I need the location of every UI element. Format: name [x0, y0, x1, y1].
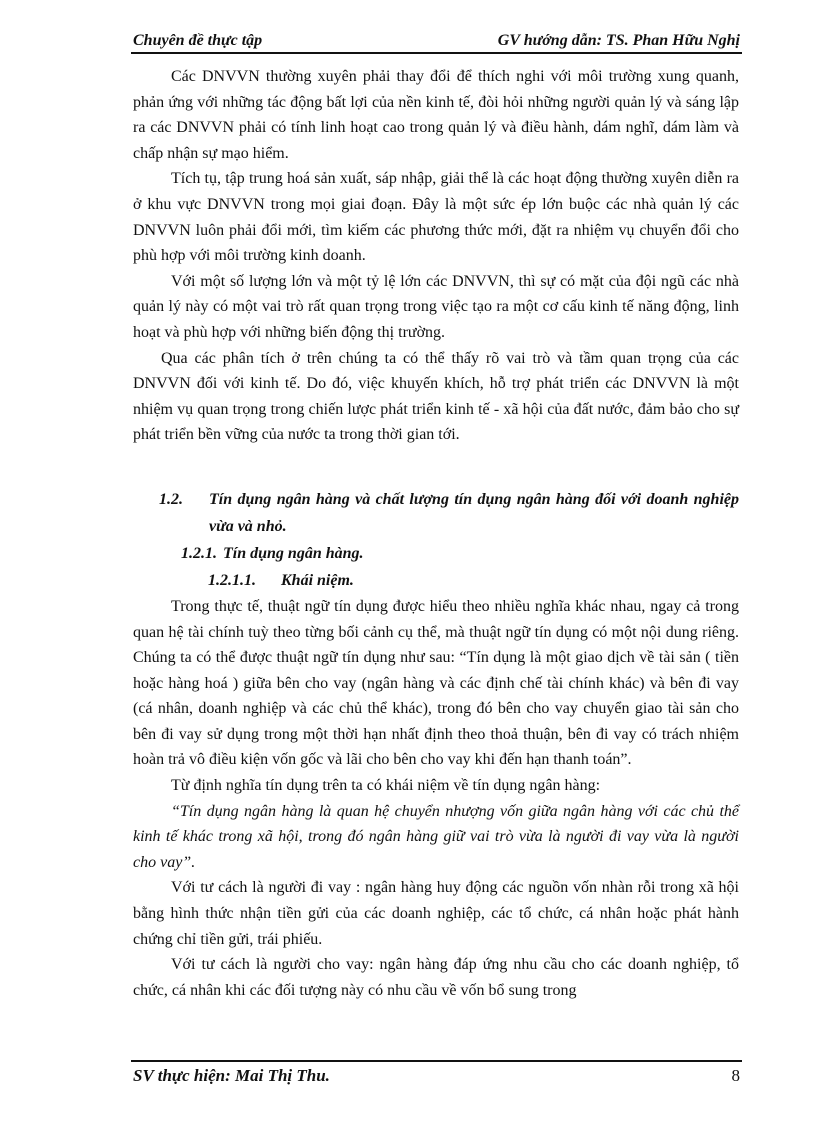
- section-heading-1-2: [133, 486, 739, 540]
- paragraph-bank-as-lender: Với tư cách là người cho vay: ngân hàng đáp ứng nhu cầu cho các doanh nghiệp, tổ chức, cá nhân khi các đối tượng này có nhu cầu về vốn bổ sung trong: [133, 956, 739, 999]
- paragraph-bank-credit-intro: Từ định nghĩa tín dụng trên ta có khái niệm về tín dụng ngân hàng:: [171, 777, 601, 795]
- footer-rule: [131, 1060, 742, 1062]
- section-gap: [133, 448, 739, 486]
- subsubsection-heading-1-2-1-1: [133, 567, 739, 594]
- paragraph-credit-definition: Trong thực tế, thuật ngữ tín dụng được hiểu theo nhiều nghĩa khác nhau, ngay cả trong quan hệ tài chính tuỳ theo từng bối cảnh cụ thể, mà thuật ngữ tín dụng có một nội dung riêng. Chúng ta có thể được thuật ngữ tín dụng như sau: “Tín dụng là một giao dịch về tài sản ( tiền hoặc hàng hoá ) giữa bên cho vay (ngân hàng và các định chế tài chính khác) và bên đi vay (cá nhân, doanh nghiệp và các chủ thể khác), trong đó bên cho vay chuyển giao tài sản cho bên đi vay sử dụng trong một thời hạn nhất định theo thoả thuận, bên đi vay có trách nhiệm hoàn trả vô điều kiện vốn gốc và lãi cho bên cho vay khi đến hạn thanh toán”.: [133, 597, 739, 769]
- bank-credit-definition-quote: “Tín dụng ngân hàng là quan hệ chuyển nhượng vốn giữa ngân hàng với các chủ thể kinh tế khác trong xã hội, trong đó ngân hàng giữ vai trò vừa là người đi vay vừa là người cho vay”.: [133, 802, 739, 871]
- header-rule: [131, 52, 742, 54]
- paragraph-consolidation: Tích tụ, tập trung hoá sản xuất, sáp nhập, giải thể là các hoạt động thường xuyên diễn ra ở khu vực DNVVN trong mọi giai đoạn. Đây là một sức ép lớn buộc các nhà quản lý các DNVVN luôn phải đổi mới, tìm kiếm các phương thức mới, đặt ra nhiệm vụ chuyển đổi cho phù hợp với môi trường kinh doanh.: [133, 170, 739, 265]
- footer-student: SV thực hiện: Mai Thị Thu.: [133, 1066, 330, 1085]
- section-number: 1.2.: [159, 490, 183, 508]
- subsubsection-title: Khái niệm.: [281, 571, 354, 589]
- paragraph-conclusion: Qua các phân tích ở trên chúng ta có thể thấy rõ vai trò và tầm quan trọng của các DNVVN đối với kinh tế. Do đó, việc khuyến khích, hỗ trợ phát triển các DNVVN là một nhiệm vụ quan trọng trong chiến lược phát triển kinh tế - xã hội của đất nước, đảm bảo cho sự phát triển bền vững của nước ta trong thời gian tới.: [133, 349, 739, 444]
- header-right-advisor: GV hướng dẫn: TS. Phan Hữu Nghị: [497, 32, 740, 49]
- paragraph-managers-role: Với một số lượng lớn và một tỷ lệ lớn các DNVVN, thì sự có mặt của đội ngũ các nhà quản lý này có một vai trò rất quan trọng trong việc tạo ra một cơ cấu kinh tế năng động, linh hoạt và phù hợp với những biến động thị trường.: [133, 272, 739, 341]
- subsubsection-number: 1.2.1.1.: [208, 571, 256, 589]
- paragraph-adaptability: Các DNVVN thường xuyên phải thay đổi để thích nghi với môi trường xung quanh, phản ứng với những tác động bất lợi của nền kinh tế, đòi hỏi những người quản lý và sáng lập ra các DNVVN phải có tính linh hoạt cao trong quản lý và điều hành, dám nghĩ, dám làm và chấp nhận sự mạo hiểm.: [133, 68, 739, 162]
- section-title: Tín dụng ngân hàng và chất lượng tín dụng ngân hàng đối với doanh nghiệp vừa và nhỏ.: [209, 490, 739, 535]
- page-body: [133, 64, 739, 1003]
- page-header: [133, 24, 740, 50]
- subsection-heading-1-2-1: [133, 540, 739, 567]
- header-left-title: Chuyên đề thực tập: [133, 32, 263, 49]
- subsection-number: 1.2.1.: [181, 544, 217, 562]
- subsection-title: Tín dụng ngân hàng.: [223, 544, 364, 562]
- paragraph-bank-as-borrower: Với tư cách là người đi vay : ngân hàng huy động các nguồn vốn nhàn rỗi trong xã hội bằng hình thức nhận tiền gửi của các doanh nghiệp, các tổ chức, cá nhân hoặc phát hành chứng chỉ tiền gửi, trái phiếu.: [133, 879, 739, 948]
- page-number: 8: [731, 1066, 740, 1085]
- page-footer: [133, 1066, 740, 1086]
